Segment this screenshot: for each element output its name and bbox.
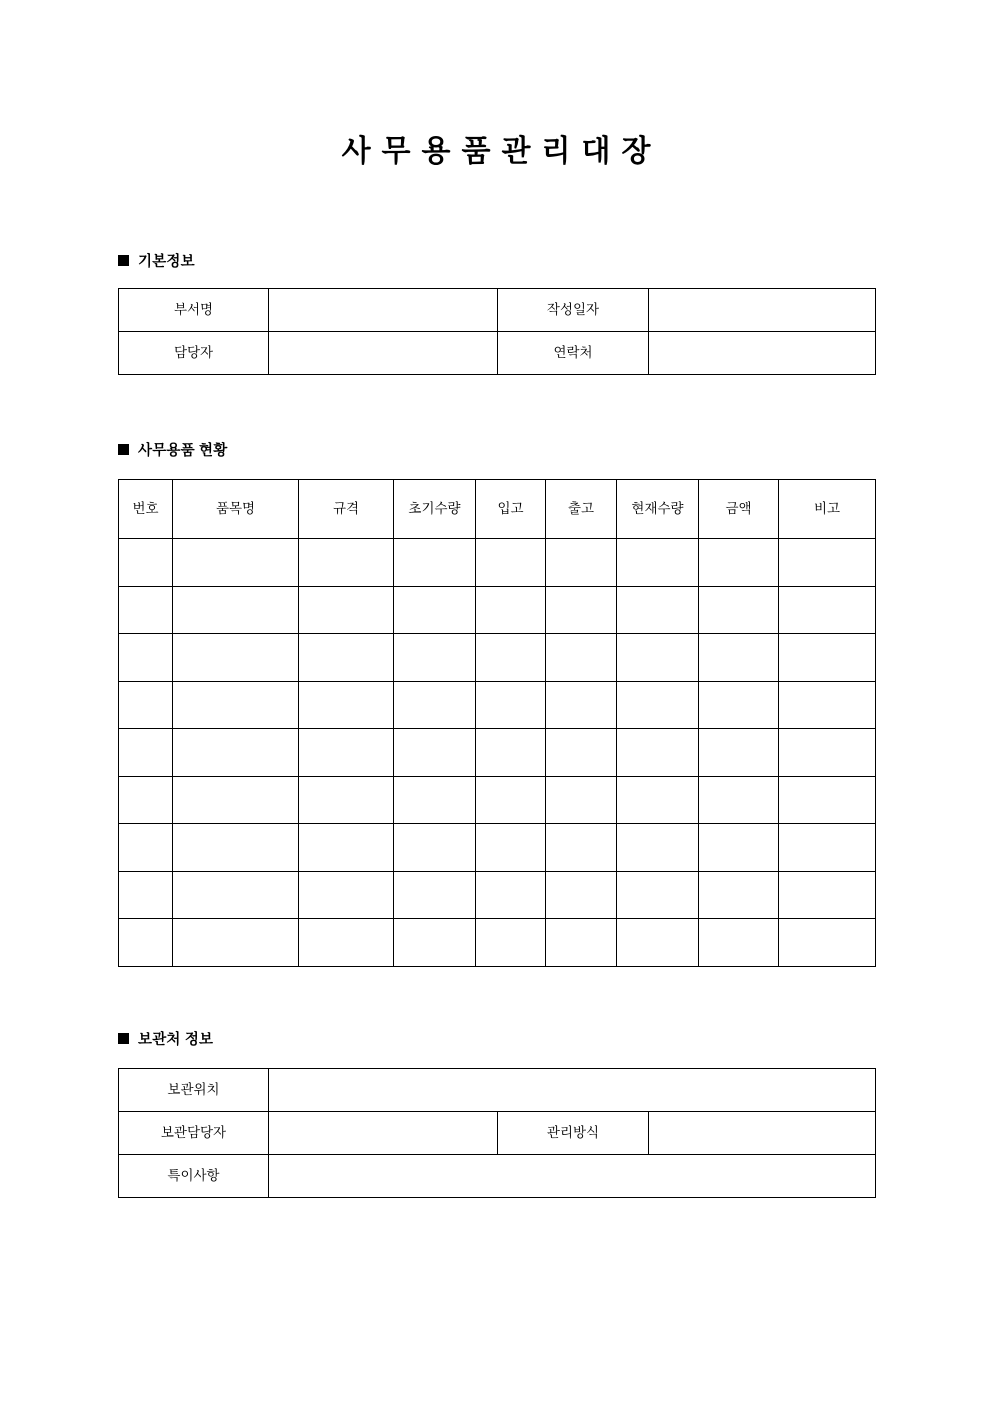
cell-current-qty[interactable]	[617, 824, 699, 872]
table-row	[119, 729, 876, 777]
cell-initial-qty[interactable]	[394, 824, 476, 872]
cell-item-name[interactable]	[173, 824, 299, 872]
cell-initial-qty[interactable]	[394, 776, 476, 824]
square-bullet-icon	[118, 1033, 129, 1044]
label-department: 부서명	[119, 289, 269, 332]
cell-outbound[interactable]	[546, 824, 617, 872]
label-manager: 담당자	[119, 332, 269, 375]
column-header-spec: 규격	[299, 480, 394, 539]
column-header-initial-qty: 초기수량	[394, 480, 476, 539]
label-created-date: 작성일자	[498, 289, 649, 332]
cell-no[interactable]	[119, 776, 173, 824]
cell-no[interactable]	[119, 681, 173, 729]
cell-amount[interactable]	[699, 539, 779, 587]
basic-info-table	[118, 288, 876, 375]
field-manager[interactable]	[269, 332, 498, 375]
cell-current-qty[interactable]	[617, 586, 699, 634]
cell-item-name[interactable]	[173, 539, 299, 587]
table-row	[119, 1069, 876, 1112]
cell-spec[interactable]	[299, 681, 394, 729]
cell-current-qty[interactable]	[617, 539, 699, 587]
cell-no[interactable]	[119, 824, 173, 872]
cell-initial-qty[interactable]	[394, 871, 476, 919]
table-row	[119, 634, 876, 682]
section-heading-storage-info	[118, 1030, 213, 1050]
cell-no[interactable]	[119, 586, 173, 634]
cell-amount[interactable]	[699, 919, 779, 967]
cell-amount[interactable]	[699, 729, 779, 777]
cell-no[interactable]	[119, 871, 173, 919]
cell-no[interactable]	[119, 539, 173, 587]
cell-remarks[interactable]	[779, 729, 876, 777]
cell-inbound[interactable]	[476, 776, 546, 824]
cell-item-name[interactable]	[173, 681, 299, 729]
cell-inbound[interactable]	[476, 539, 546, 587]
field-department[interactable]	[269, 289, 498, 332]
cell-inbound[interactable]	[476, 634, 546, 682]
cell-initial-qty[interactable]	[394, 681, 476, 729]
table-row	[119, 871, 876, 919]
cell-remarks[interactable]	[779, 681, 876, 729]
cell-outbound[interactable]	[546, 729, 617, 777]
field-storage-location[interactable]	[269, 1069, 876, 1112]
cell-remarks[interactable]	[779, 871, 876, 919]
cell-item-name[interactable]	[173, 634, 299, 682]
label-special-notes: 특이사항	[119, 1155, 269, 1198]
table-row	[119, 586, 876, 634]
cell-outbound[interactable]	[546, 586, 617, 634]
cell-outbound[interactable]	[546, 634, 617, 682]
cell-current-qty[interactable]	[617, 634, 699, 682]
section-heading-storage-info-label: 보관처 정보	[138, 1032, 214, 1048]
table-row	[119, 824, 876, 872]
cell-amount[interactable]	[699, 871, 779, 919]
column-header-inbound: 입고	[476, 480, 546, 539]
column-header-remarks: 비고	[779, 480, 876, 539]
cell-outbound[interactable]	[546, 681, 617, 729]
cell-remarks[interactable]	[779, 776, 876, 824]
cell-outbound[interactable]	[546, 871, 617, 919]
table-row	[119, 289, 876, 332]
cell-inbound[interactable]	[476, 919, 546, 967]
square-bullet-icon	[118, 255, 129, 266]
section-heading-item-status-label: 사무용품 현황	[138, 443, 228, 459]
cell-remarks[interactable]	[779, 919, 876, 967]
column-header-current-qty: 현재수량	[617, 480, 699, 539]
field-special-notes[interactable]	[269, 1155, 876, 1198]
cell-no[interactable]	[119, 634, 173, 682]
cell-spec[interactable]	[299, 776, 394, 824]
cell-item-name[interactable]	[173, 871, 299, 919]
field-created-date[interactable]	[649, 289, 876, 332]
cell-inbound[interactable]	[476, 871, 546, 919]
cell-initial-qty[interactable]	[394, 729, 476, 777]
cell-item-name[interactable]	[173, 586, 299, 634]
cell-spec[interactable]	[299, 539, 394, 587]
item-status-table-body	[119, 539, 876, 967]
cell-outbound[interactable]	[546, 776, 617, 824]
table-row	[119, 1155, 876, 1198]
cell-amount[interactable]	[699, 824, 779, 872]
field-storage-manager[interactable]	[269, 1112, 498, 1155]
cell-spec[interactable]	[299, 824, 394, 872]
cell-remarks[interactable]	[779, 539, 876, 587]
label-storage-location: 보관위치	[119, 1069, 269, 1112]
column-header-item-name: 품목명	[173, 480, 299, 539]
cell-initial-qty[interactable]	[394, 919, 476, 967]
section-heading-basic-info-label: 기본정보	[138, 254, 195, 270]
cell-current-qty[interactable]	[617, 919, 699, 967]
section-heading-basic-info	[118, 252, 195, 272]
storage-info-table	[118, 1068, 876, 1198]
item-status-table	[118, 479, 876, 967]
cell-no[interactable]	[119, 729, 173, 777]
cell-spec[interactable]	[299, 586, 394, 634]
cell-item-name[interactable]	[173, 729, 299, 777]
cell-no[interactable]	[119, 919, 173, 967]
table-row	[119, 332, 876, 375]
cell-current-qty[interactable]	[617, 871, 699, 919]
cell-remarks[interactable]	[779, 586, 876, 634]
page-title: 사무용품관리대장	[341, 135, 662, 168]
cell-initial-qty[interactable]	[394, 539, 476, 587]
table-row	[119, 681, 876, 729]
table-header-row	[119, 480, 876, 539]
cell-amount[interactable]	[699, 586, 779, 634]
cell-amount[interactable]	[699, 634, 779, 682]
cell-current-qty[interactable]	[617, 729, 699, 777]
label-contact: 연락처	[498, 332, 649, 375]
column-header-amount: 금액	[699, 480, 779, 539]
cell-amount[interactable]	[699, 681, 779, 729]
column-header-outbound: 출고	[546, 480, 617, 539]
cell-inbound[interactable]	[476, 681, 546, 729]
field-management-method[interactable]	[649, 1112, 876, 1155]
column-header-no: 번호	[119, 480, 173, 539]
cell-initial-qty[interactable]	[394, 634, 476, 682]
table-row	[119, 919, 876, 967]
label-storage-manager: 보관담당자	[119, 1112, 269, 1155]
cell-spec[interactable]	[299, 634, 394, 682]
cell-inbound[interactable]	[476, 824, 546, 872]
cell-amount[interactable]	[699, 776, 779, 824]
cell-inbound[interactable]	[476, 729, 546, 777]
cell-spec[interactable]	[299, 871, 394, 919]
table-row	[119, 539, 876, 587]
cell-spec[interactable]	[299, 919, 394, 967]
square-bullet-icon	[118, 444, 129, 455]
cell-initial-qty[interactable]	[394, 586, 476, 634]
cell-item-name[interactable]	[173, 776, 299, 824]
table-row	[119, 1112, 876, 1155]
cell-current-qty[interactable]	[617, 776, 699, 824]
field-contact[interactable]	[649, 332, 876, 375]
section-heading-item-status	[118, 441, 227, 461]
cell-inbound[interactable]	[476, 586, 546, 634]
table-row	[119, 776, 876, 824]
cell-outbound[interactable]	[546, 539, 617, 587]
cell-remarks[interactable]	[779, 634, 876, 682]
cell-remarks[interactable]	[779, 824, 876, 872]
cell-spec[interactable]	[299, 729, 394, 777]
cell-outbound[interactable]	[546, 919, 617, 967]
cell-current-qty[interactable]	[617, 681, 699, 729]
cell-item-name[interactable]	[173, 919, 299, 967]
label-management-method: 관리방식	[498, 1112, 649, 1155]
